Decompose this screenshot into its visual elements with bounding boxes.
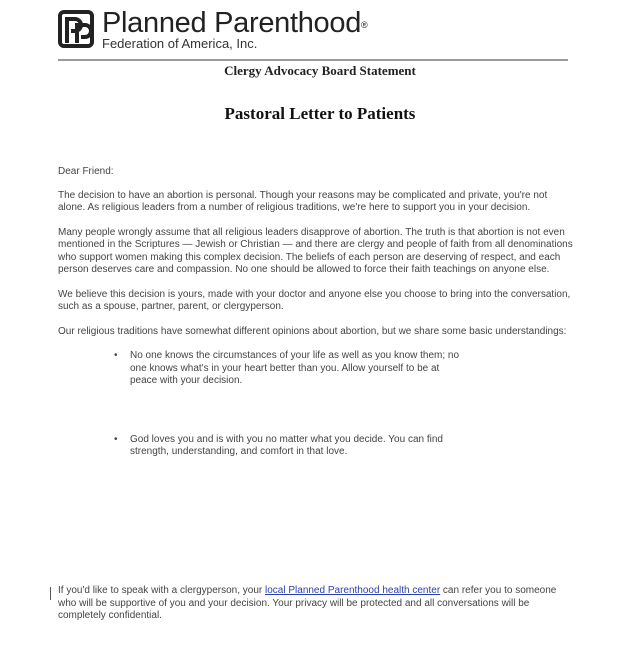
bullet-text-2: God loves you and is with you no matter what you decide. You can find strength, understanding, and comfort in that love. bbox=[130, 433, 443, 457]
understandings-list bbox=[58, 350, 573, 459]
list-item bbox=[58, 350, 460, 388]
letter-paragraph-1: The decision to have an abortion is personal. Though your reasons may be complicated and private, you're not alone. As religious leaders from a number of religious traditions, we're here to support you in your decision. bbox=[58, 189, 548, 213]
header-divider bbox=[58, 59, 568, 61]
bullet-icon: • bbox=[114, 433, 118, 445]
bullet-icon: • bbox=[114, 350, 118, 361]
list-item bbox=[58, 434, 460, 459]
org-subtitle: Federation of America, Inc. bbox=[102, 36, 258, 51]
page-title: Pastoral Letter to Patients bbox=[224, 104, 416, 123]
closing-paragraph bbox=[58, 585, 573, 623]
letter-paragraph-2: Many people wrongly assume that all religious leaders disapprove of abortion. The truth is that abortion is not even mentioned in the Scriptures — Jewish or Christian — and there are clergy and people of faith from all denominations who support women making this complex decision. The beliefs of each person are deserving of respect, and each person deserves care and compassion. No one should be allowed to force their faith teachings on anyone else. bbox=[58, 226, 573, 275]
letter-paragraph-3: We believe this decision is yours, made with your doctor and anyone else you choose to bring into the conversation, such as a spouse, partner, parent, or clergyperson. bbox=[58, 288, 571, 312]
health-center-link[interactable]: local Planned Parenthood health center bbox=[265, 585, 441, 596]
org-name: Planned Parenthood® bbox=[102, 7, 368, 39]
margin-marker bbox=[50, 587, 51, 600]
bullet-text-1: No one knows the circumstances of your life as well as you know them; no one knows what's in your heart better than you. Allow yourself to be at peace with your decision. bbox=[130, 350, 460, 386]
closing-text-before: If you'd like to speak with a clergyperson, your bbox=[58, 585, 266, 596]
salutation: Dear Friend: bbox=[58, 166, 114, 177]
closing-text-after: can refer you to someone who will be supportive of you and your decision. Your privacy will be protected and all conversations will be completely confidential. bbox=[58, 585, 557, 621]
logo-text bbox=[102, 8, 367, 51]
registered-mark: ® bbox=[361, 20, 368, 30]
letter-body bbox=[58, 166, 573, 459]
letter-paragraph-4: Our religious traditions have somewhat different opinions about abortion, but we share some basic understandings: bbox=[58, 325, 567, 337]
board-statement: Clergy Advocacy Board Statement bbox=[224, 63, 416, 78]
planned-parenthood-logo bbox=[58, 8, 367, 52]
planned-parenthood-mark-icon bbox=[58, 10, 94, 48]
